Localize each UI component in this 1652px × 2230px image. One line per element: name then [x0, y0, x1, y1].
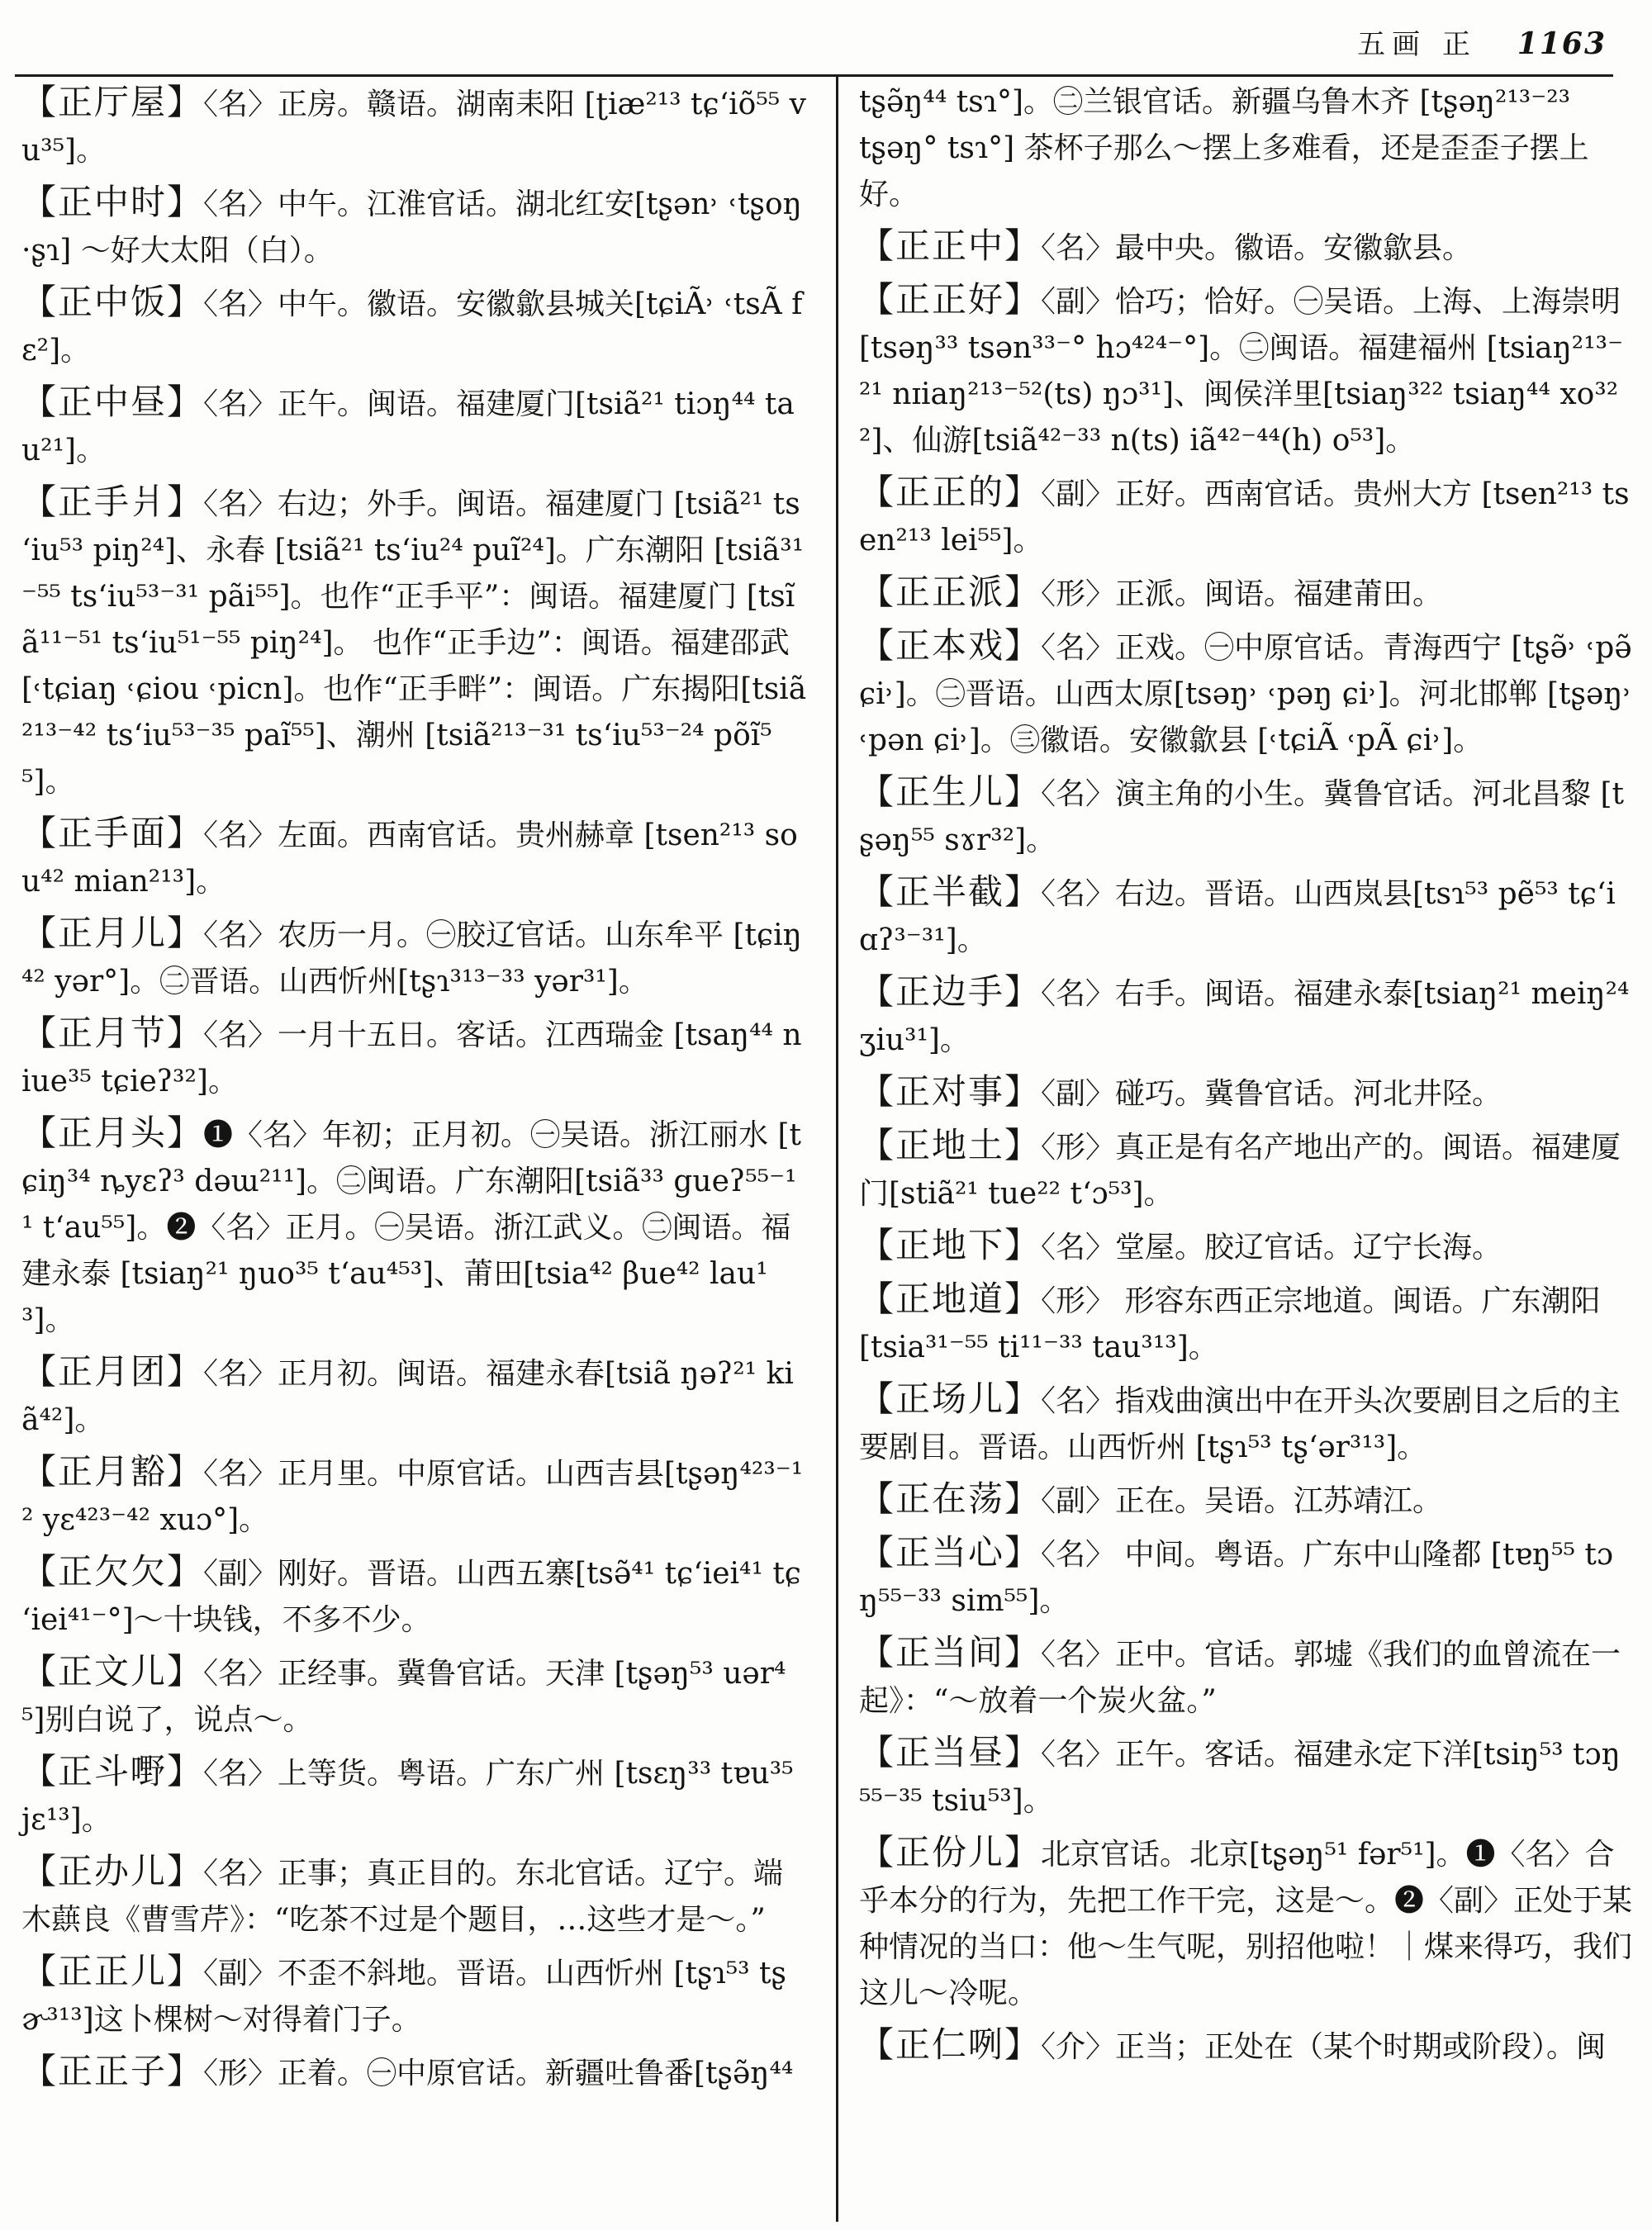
dictionary-entry — [856, 1729, 1632, 1824]
entry-definition: 〈名〉正戏。㊀中原官话。青海西宁 [tʂə̃˒ ˓pə̃ ɕi˒]。㊁晋语。山西太原[tsəŋ˒ ˓pəŋ ɕi˒]。河北邯郸 [tʂəŋ˒ ˓pən ɕi˒]。㊂徽语。安徽歙县 [˓tɕiÃ ˓pÃ ɕi˒]。 — [859, 631, 1632, 757]
entry-headword: 【正当昼】 — [859, 1732, 1042, 1772]
entry-headword: 【正地土】 — [859, 1125, 1042, 1165]
entry-definition: 〈名〉右边；外手。闽语。福建厦门 [tsiã²¹ tsʻiu⁵³ piŋ²⁴]、永春 [tsiã²¹ tsʻiu²⁴ puĩ²⁴]。广东潮阳 [tsiã³¹⁻⁵⁵ tsʻiu⁵³⁻³¹ pãi⁵⁵]。也作“正手平”：闽语。福建厦门 [tsĩã¹¹⁻⁵¹ tsʻiu⁵¹⁻⁵⁵ piŋ²⁴]。 也作“正手边”：闽语。福建邵武[˓tɕiaŋ ˓ɕiou ˓picn]。也作“正手畔”：闽语。广东揭阳[tsiã²¹³⁻⁴² tsʻiu⁵³⁻³⁵ paĩ⁵⁵]、潮州 [tsiã²¹³⁻³¹ tsʻiu⁵³⁻²⁴ põĩ⁵⁵]。 — [21, 487, 807, 799]
entry-definition: 〈形〉真正是有名产地出产的。闽语。福建厦门[stiã²¹ tue²² tʻɔ⁵³]。 — [859, 1131, 1621, 1211]
entry-definition: 〈名〉正中。官话。郭墟《我们的血曾流在一起》：“～放着一个炭火盆。” — [859, 1638, 1621, 1718]
dictionary-entry — [856, 1376, 1632, 1471]
dictionary-entry — [18, 479, 807, 805]
dictionary-entry — [18, 1349, 807, 1444]
page-number: 1163 — [1517, 26, 1607, 61]
entry-headword: 【正月头】 — [21, 1113, 204, 1153]
entry-headword: 【正生儿】 — [859, 771, 1042, 812]
entry-headword: 【正当间】 — [859, 1632, 1042, 1672]
dictionary-entry — [18, 379, 807, 474]
dictionary-entry — [856, 623, 1632, 764]
entry-headword: 【正斗嘢】 — [21, 1751, 204, 1791]
dictionary-entry — [856, 869, 1632, 964]
dictionary-entry — [18, 1110, 807, 1344]
entry-definition: 〈副〉碰巧。冀鲁官话。河北井陉。 — [1041, 1077, 1502, 1111]
continued-entry-text: tʂə̃ŋ⁴⁴ tsɿ°]。㊁兰银官话。新疆乌鲁木齐 [tʂəŋ²¹³⁻²³ tʂəŋ° tsɿ°] 茶杯子那么～摆上多难看，还是歪歪子摆上好。 — [859, 85, 1589, 211]
left-column — [18, 79, 807, 2223]
entry-definition: 〈名〉正事；真正目的。东北官话。辽宁。端木蕻良《曹雪芹》：“吃茶不过是个题目，…这些才是～。” — [21, 1857, 784, 1937]
dictionary-entry — [856, 769, 1632, 864]
dictionary-entry — [18, 2048, 807, 2097]
dictionary-entry — [856, 1122, 1632, 1217]
dictionary-entry — [18, 910, 807, 1005]
entry-headword: 【正边手】 — [859, 971, 1042, 1012]
dictionary-entry — [18, 179, 807, 274]
dictionary-entry — [856, 223, 1632, 272]
dictionary-entry — [856, 1276, 1632, 1371]
entry-headword: 【正地道】 — [859, 1279, 1042, 1319]
dictionary-entry — [18, 1748, 807, 1843]
entry-headword: 【正欠欠】 — [21, 1551, 204, 1592]
entry-definition: 〈名〉正月初。闽语。福建永春[tsiã ŋəʔ²¹ kiã⁴²]。 — [21, 1357, 794, 1437]
entry-definition: 〈名〉右手。闽语。福建永泰[tsiaŋ²¹ meiŋ²⁴ ʒiu³¹]。 — [859, 977, 1630, 1057]
entry-headword: 【正对事】 — [859, 1071, 1042, 1112]
entry-headword: 【正正中】 — [859, 225, 1042, 266]
entry-headword: 【正中时】 — [21, 182, 204, 222]
entry-headword: 【正月节】 — [21, 1013, 204, 1053]
entry-definition: 〈形〉正着。㊀中原官话。新疆吐鲁番[tʂə̃ŋ⁴⁴ — [203, 2057, 794, 2090]
entry-headword: 【正场儿】 — [859, 1378, 1042, 1419]
dictionary-entry — [856, 1530, 1632, 1625]
entry-definition: 〈名〉左面。西南官话。贵州赫章 [tsen²¹³ sou⁴² mian²¹³]。 — [21, 818, 798, 899]
dictionary-entry — [18, 1449, 807, 1544]
entry-headword: 【正本戏】 — [859, 625, 1042, 666]
column-divider — [836, 76, 838, 2222]
dictionary-entry — [18, 1848, 807, 1943]
dictionary-entry — [856, 569, 1632, 618]
entry-definition: 〈名〉演主角的小生。冀鲁官话。河北昌黎 [tʂəŋ⁵⁵ sɤr³²]。 — [859, 777, 1624, 857]
entry-definition: 〈副〉刚好。晋语。山西五寨[tsə̃⁴¹ tɕʻiei⁴¹ tɕʻiei⁴¹⁻°]～十块钱，不多不少。 — [21, 1557, 801, 1637]
entry-definition: 〈形〉正派。闽语。福建莆田。 — [1041, 577, 1443, 611]
dictionary-entry — [856, 1222, 1632, 1271]
entry-definition: 〈名〉指戏曲演出中在开头次要剧目之后的主要剧目。晋语。山西忻州 [tʂɿ⁵³ tʂʻər³¹³]。 — [859, 1384, 1621, 1464]
dictionary-entry — [856, 1476, 1632, 1525]
entry-definition: 〈名〉右边。晋语。山西岚县[tsɿ⁵³ pẽ⁵³ tɕʻiɑʔ³⁻³¹]。 — [859, 877, 1616, 957]
entry-definition: 〈名〉最中央。徽语。安徽歙县。 — [1041, 231, 1473, 265]
entry-definition: 〈形〉 形容东西正宗地道。闽语。广东潮阳 [tsia³¹⁻⁵⁵ ti¹¹⁻³³ tau³¹³]。 — [859, 1284, 1601, 1364]
entry-definition: 〈名〉正月里。中原官话。山西吉县[tʂəŋ⁴²³⁻¹² yɛ⁴²³⁻⁴² xuɔ°]。 — [21, 1457, 804, 1537]
entry-definition: 〈名〉中午。徽语。安徽歙县城关[tɕiÃ˒ ˓tsÃ fɛ²]。 — [21, 287, 803, 368]
entry-definition: 〈名〉中午。江淮官话。湖北红安[tʂən˒ ˓tʂoŋ ·ʂɿ] ～好大太阳（白）。 — [21, 187, 802, 268]
entry-headword: 【正中饭】 — [21, 282, 204, 322]
dictionary-entry — [18, 79, 807, 174]
entry-headword: 【正正的】 — [859, 472, 1042, 512]
dictionary-entry — [856, 969, 1632, 1064]
entry-definition: 北京官话。北京[tʂəŋ⁵¹ fər⁵¹]。❶〈名〉合乎本分的行为，先把工作干完，这是～。❷〈副〉正处于某种情况的当口：他～生气呢，别招他啦！｜煤来得巧，我们这儿～冷呢。 — [859, 1838, 1632, 2010]
entry-headword: 【正地下】 — [859, 1225, 1042, 1265]
entry-definition: 〈介〉正当；正处在（某个时期或阶段）。闽 — [1041, 2030, 1607, 2064]
entry-headword: 【正份儿】 — [859, 1832, 1042, 1872]
section-label: 五画 正 — [1357, 28, 1477, 61]
dictionary-entry — [856, 277, 1632, 464]
header-rule — [15, 74, 1613, 77]
entry-headword: 【正当心】 — [859, 1532, 1042, 1573]
dictionary-entry — [856, 1069, 1632, 1117]
entry-definition: 〈名〉正房。赣语。湖南耒阳 [ʈiæ²¹³ tɕʻiõ⁵⁵ vu³⁵]。 — [21, 88, 806, 168]
dictionary-entry — [18, 1649, 807, 1744]
entry-definition: ❶〈名〉年初；正月初。㊀吴语。浙江丽水 [tɕiŋ³⁴ ȵyɛʔ³ dəɯ²¹¹]。㊁闽语。广东潮阳[tsiã³³ gueʔ⁵⁵⁻¹¹ tʻau⁵⁵]。❷〈名〉正月。㊀吴语。浙江武义。㊁闽语。福建永泰 [tsiaŋ²¹ ŋuo³⁵ tʻau⁴⁵³]、莆田[tsia⁴² βue⁴² lau¹³]。 — [21, 1118, 801, 1337]
entry-headword: 【正半截】 — [859, 871, 1042, 912]
entry-definition: 〈名〉正经事。冀鲁官话。天津 [tʂəŋ⁵³ uər⁴⁵]别白说了，说点～。 — [21, 1657, 786, 1737]
dictionary-entry — [856, 1829, 1632, 2017]
entry-headword: 【正仁咧】 — [859, 2024, 1042, 2065]
dictionary-entry — [18, 1010, 807, 1105]
entry-definition: 〈副〉正在。吴语。江苏靖江。 — [1041, 1484, 1443, 1518]
dictionary-entry — [856, 469, 1632, 564]
entry-definition: 〈名〉农历一月。㊀胶辽官话。山东牟平 [tɕiŋ⁴² yər°]。㊁晋语。山西忻州[tʂɿ³¹³⁻³³ yər³¹]。 — [21, 918, 802, 999]
entry-headword: 【正文儿】 — [21, 1651, 204, 1691]
entry-definition: 〈名〉一月十五日。客话。江西瑞金 [tsaŋ⁴⁴ niue³⁵ tɕieʔ³²]。 — [21, 1018, 802, 1098]
page-header — [826, 18, 1607, 69]
entry-definition: 〈名〉正午。闽语。福建厦门[tsiã²¹ tiɔŋ⁴⁴ tau²¹]。 — [21, 387, 795, 467]
entry-headword: 【正正子】 — [21, 2051, 204, 2091]
entry-headword: 【正月豁】 — [21, 1451, 204, 1492]
entry-definition: 〈名〉堂屋。胶辽官话。辽宁长海。 — [1041, 1231, 1502, 1264]
entry-headword: 【正厅屋】 — [21, 82, 204, 122]
entry-headword: 【正月团】 — [21, 1351, 204, 1392]
entry-headword: 【正正派】 — [859, 572, 1042, 612]
dictionary-entry — [856, 2022, 1632, 2071]
entry-headword: 【正在荡】 — [859, 1478, 1042, 1519]
dictionary-entry — [856, 1630, 1632, 1725]
entry-definition: 〈副〉恰巧；恰好。㊀吴语。上海、上海崇明 [tsəŋ³³ tsən³³⁻° hɔ⁴²⁴⁻°]。㊁闽语。福建福州 [tsiaŋ²¹³⁻²¹ nɪiaŋ²¹³⁻⁵²(ts) ŋɔ³¹]、闽侯洋里[tsiaŋ³²² tsiaŋ⁴⁴ xo³²²]、仙游[tsiã⁴²⁻³³ n(ts) iã⁴²⁻⁴⁴(h) o⁵³]。 — [859, 285, 1624, 458]
entry-definition: 〈副〉不歪不斜地。晋语。山西忻州 [tʂɿ⁵³ tʂɚ³¹³]这卜棵树～对得着门子。 — [21, 1957, 786, 2037]
entry-headword: 【正办儿】 — [21, 1851, 204, 1891]
entry-headword: 【正正儿】 — [21, 1951, 204, 1991]
entry-definition: 〈副〉正好。西南官话。贵州大方 [tsen²¹³ tsen²¹³ lei⁵⁵]。 — [859, 477, 1630, 558]
entry-definition: 〈名〉上等货。粤语。广东广州 [tsɛŋ³³ tɐu³⁵ jɛ¹³]。 — [21, 1757, 794, 1837]
dictionary-entry — [18, 279, 807, 374]
entry-headword: 【正手面】 — [21, 813, 204, 853]
dictionary-entry — [18, 1948, 807, 2043]
dictionary-entry — [18, 1549, 807, 1644]
entry-headword: 【正手爿】 — [21, 482, 204, 522]
entry-definition: 〈名〉正午。客话。福建永定下洋[tsiŋ⁵³ tɔŋ⁵⁵⁻³⁵ tsiu⁵³]。 — [859, 1738, 1621, 1818]
entry-headword: 【正正好】 — [859, 279, 1042, 320]
right-column — [856, 79, 1632, 2223]
dictionary-entry — [18, 810, 807, 905]
entry-headword: 【正月儿】 — [21, 913, 204, 953]
entry-definition: 〈名〉 中间。粤语。广东中山隆都 [tɐŋ⁵⁵ tɔŋ⁵⁵⁻³³ sim⁵⁵]。 — [859, 1538, 1613, 1618]
entry-headword: 【正中昼】 — [21, 382, 204, 422]
